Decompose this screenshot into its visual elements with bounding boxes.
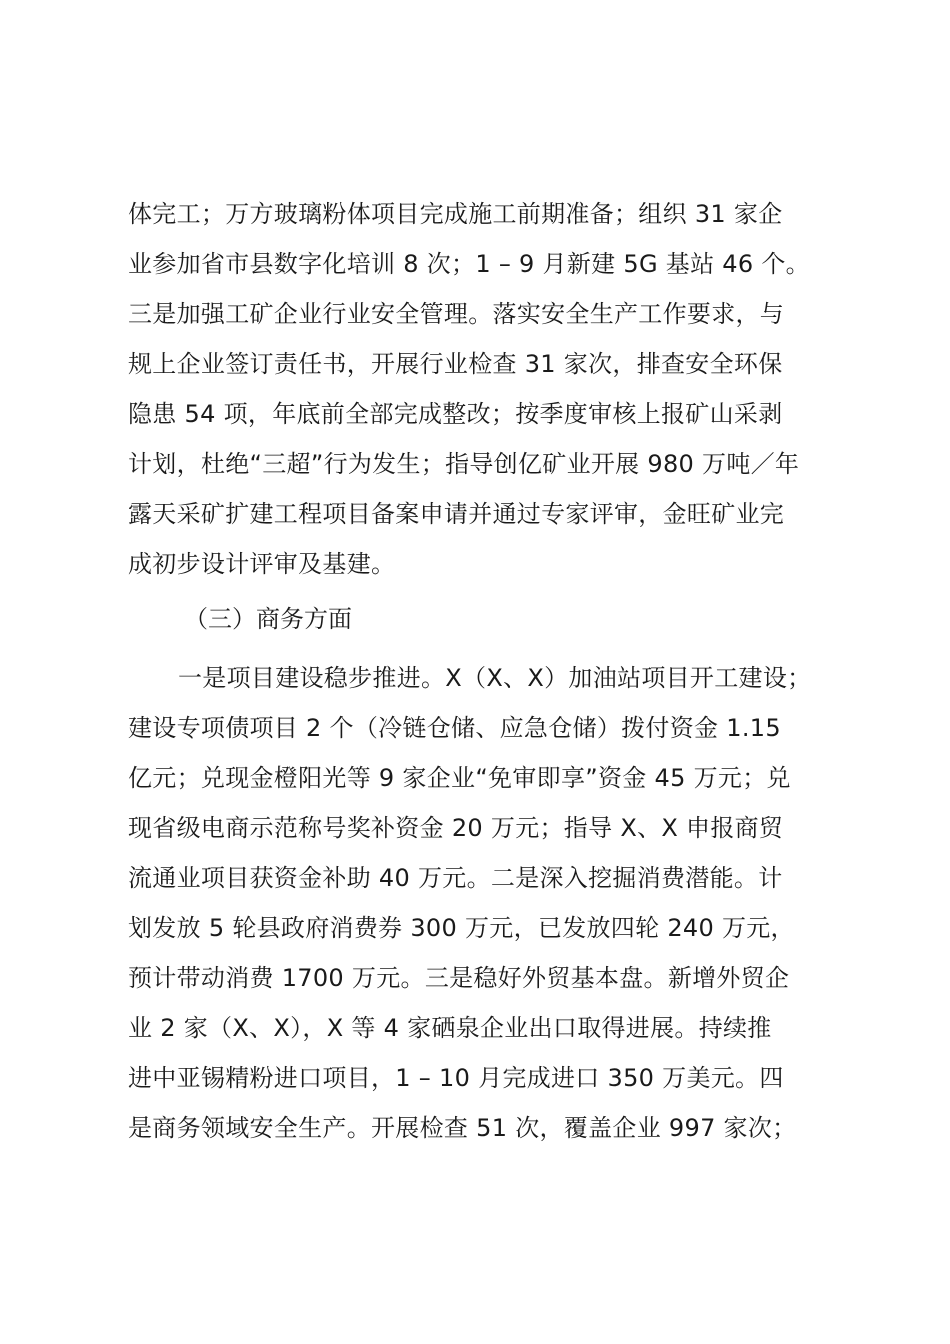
paragraph-line: 进中亚锡精粉进口项目，1 – 10 月完成进口 350 万美元。四	[128, 1064, 784, 1092]
paragraph-line: 成初步设计评审及基建。	[128, 550, 396, 578]
paragraph-line: 隐患 54 项，年底前全部完成整改；按季度审核上报矿山采剥	[128, 400, 783, 428]
paragraph-line: 建设专项债项目 2 个（冷链仓储、应急仓储）拨付资金 1.15	[128, 714, 781, 742]
paragraph-line: 一是项目建设稳步推进。X（X、X）加油站项目开工建设；	[178, 664, 812, 692]
paragraph-line: 亿元；兑现金橙阳光等 9 家企业“免审即享”资金 45 万元；兑	[128, 764, 791, 792]
paragraph-line: 现省级电商示范称号奖补资金 20 万元；指导 X、X 申报商贸	[128, 814, 784, 842]
paragraph-line: 计划，杜绝“三超”行为发生；指导创亿矿业开展 980 万吨／年	[128, 450, 800, 478]
paragraph-line: 划发放 5 轮县政府消费券 300 万元，已发放四轮 240 万元，	[128, 914, 795, 942]
paragraph-line: 流通业项目获资金补助 40 万元。二是深入挖掘消费潜能。计	[128, 864, 783, 892]
paragraph-line: 是商务领域安全生产。开展检查 51 次，覆盖企业 997 家次；	[128, 1114, 797, 1142]
paragraph-industry-continued	[128, 189, 828, 589]
paragraph-line: 预计带动消费 1700 万元。三是稳好外贸基本盘。新增外贸企	[128, 964, 790, 992]
paragraph-line: 业 2 家（X、X），X 等 4 家硒泉企业出口取得进展。持续推	[128, 1014, 772, 1042]
paragraph-line: 业参加省市县数字化培训 8 次；1 – 9 月新建 5G 基站 46 个。	[128, 250, 810, 278]
paragraph-line: 体完工；万方玻璃粉体项目完成施工前期准备；组织 31 家企	[128, 200, 783, 228]
paragraph-line: 露天采矿扩建工程项目备案申请并通过专家评审，金旺矿业完	[128, 500, 785, 528]
paragraph-line: 规上企业签订责任书，开展行业检查 31 家次，排查安全环保	[128, 350, 783, 378]
paragraph-line: 三是加强工矿企业行业安全管理。落实安全生产工作要求，与	[128, 300, 785, 328]
section-heading-commerce: （三）商务方面	[184, 605, 352, 633]
paragraph-commerce	[128, 653, 828, 1153]
